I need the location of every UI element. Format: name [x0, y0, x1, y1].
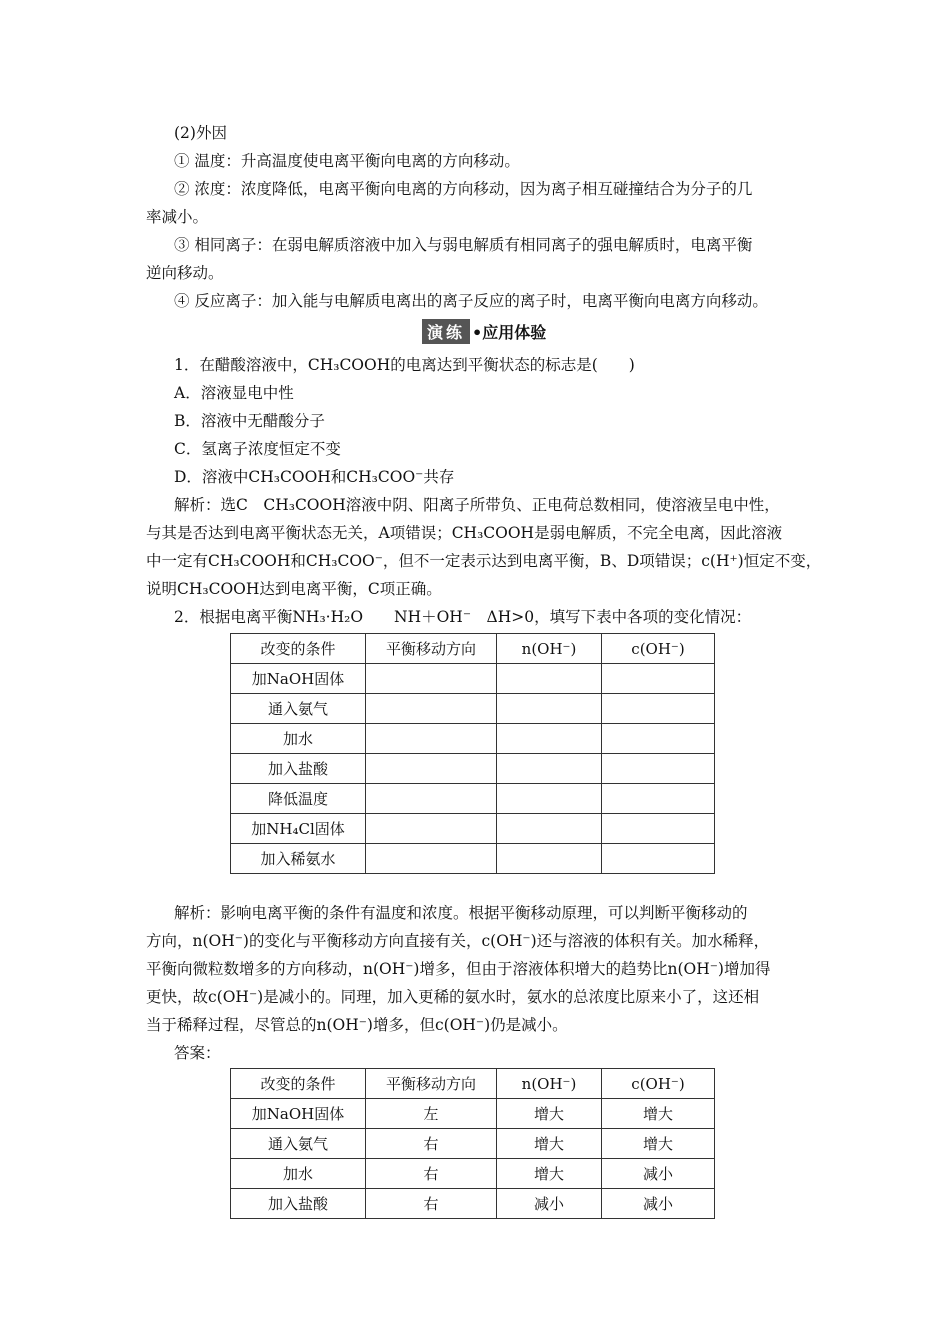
table-cell — [366, 844, 497, 874]
table-cell: 减小 — [602, 1159, 715, 1189]
table-cell — [497, 844, 602, 874]
table-row — [231, 1099, 715, 1129]
table-cell — [497, 664, 602, 694]
table-cell — [602, 694, 715, 724]
table-cell — [602, 754, 715, 784]
table-row — [231, 664, 715, 694]
table-row — [231, 694, 715, 724]
item-common-ion-line2: 逆向移动。 — [146, 264, 224, 282]
question-2-explanation-line1: 解析：影响电离平衡的条件有温度和浓度。根据平衡移动原理，可以判断平衡移动的 — [174, 904, 748, 922]
question-1-option-a: A．溶液显电中性 — [174, 384, 294, 402]
table-header-cell: c(OH⁻) — [602, 1069, 715, 1099]
question-1-option-b: B．溶液中无醋酸分子 — [174, 412, 325, 430]
table-header-cell: c(OH⁻) — [602, 634, 715, 664]
table-header-cell: 改变的条件 — [231, 1069, 366, 1099]
question-2-explanation-line2: 方向，n(OH⁻)的变化与平衡移动方向直接有关，c(OH⁻)还与溶液的体积有关。加水稀释， — [146, 932, 770, 950]
table-header-cell: 平衡移动方向 — [366, 1069, 497, 1099]
table-row — [231, 724, 715, 754]
table-header-row — [231, 634, 715, 664]
item-temperature: ① 温度：升高温度使电离平衡向电离的方向移动。 — [174, 152, 520, 170]
practice-badge: 演练 — [422, 319, 470, 344]
table-cell — [602, 784, 715, 814]
item-reacting-ion: ④ 反应离子：加入能与电解质电离出的离子反应的离子时，电离平衡向电离方向移动。 — [174, 292, 768, 310]
question-2-explanation-line4: 更快，故c(OH⁻)是减小的。同理，加入更稀的氨水时，氨水的总浓度比原来小了，这还相 — [146, 988, 760, 1006]
table-cell: 通入氨气 — [231, 1129, 366, 1159]
table-cell — [602, 814, 715, 844]
table-cell: 通入氨气 — [231, 694, 366, 724]
answer-label: 答案： — [174, 1044, 221, 1062]
table-cell — [602, 844, 715, 874]
table-cell: 右 — [366, 1129, 497, 1159]
table-cell — [366, 784, 497, 814]
table-cell: 右 — [366, 1159, 497, 1189]
table-cell — [497, 814, 602, 844]
table-cell: 加NH₄Cl固体 — [231, 814, 366, 844]
table-row — [231, 784, 715, 814]
question-2-explanation-line5: 当于稀释过程，尽管总的n(OH⁻)增多，但c(OH⁻)仍是减小。 — [146, 1016, 568, 1034]
table-cell — [497, 724, 602, 754]
table-cell — [366, 694, 497, 724]
table-cell: 增大 — [497, 1159, 602, 1189]
item-common-ion-line1: ③ 相同离子：在弱电解质溶液中加入与弱电解质有相同离子的强电解质时，电离平衡 — [174, 236, 753, 254]
practice-title: •应用体验 — [472, 322, 547, 342]
table-row — [231, 814, 715, 844]
table-cell — [366, 724, 497, 754]
question-2: 2．根据电离平衡NH₃·H₂O NH＋OH⁻ ΔH>0，填写下表中各项的变化情况： — [174, 608, 752, 626]
table-row — [231, 754, 715, 784]
table-header-cell: n(OH⁻) — [497, 634, 602, 664]
table-cell: 增大 — [602, 1099, 715, 1129]
table-header-cell: 平衡移动方向 — [366, 634, 497, 664]
table-header-cell: 改变的条件 — [231, 634, 366, 664]
table-cell — [497, 784, 602, 814]
question-1-option-c: C．氢离子浓度恒定不变 — [174, 440, 341, 458]
table-cell: 减小 — [602, 1189, 715, 1219]
table-row — [231, 1129, 715, 1159]
table-row — [231, 1189, 715, 1219]
table-cell: 增大 — [602, 1129, 715, 1159]
table-header-cell: n(OH⁻) — [497, 1069, 602, 1099]
question-1: 1．在醋酸溶液中，CH₃COOH的电离达到平衡状态的标志是( ) — [174, 356, 635, 374]
question-2-explanation-line3: 平衡向微粒数增多的方向移动，n(OH⁻)增多，但由于溶液体积增大的趋势比n(OH⁻)增加得 — [146, 960, 771, 978]
table-cell — [497, 754, 602, 784]
table-cell: 加水 — [231, 1159, 366, 1189]
table-cell — [366, 664, 497, 694]
question-1-option-d: D．溶液中CH₃COOH和CH₃COO⁻共存 — [174, 468, 455, 486]
item-concentration-line2: 率减小。 — [146, 208, 209, 226]
practice-section-title — [422, 318, 546, 344]
section-external-heading: (2)外因 — [174, 124, 227, 142]
table-cell: 增大 — [497, 1129, 602, 1159]
table-cell: 加NaOH固体 — [231, 1099, 366, 1129]
table-cell: 右 — [366, 1189, 497, 1219]
table-cell: 减小 — [497, 1189, 602, 1219]
item-concentration-line1: ② 浓度：浓度降低，电离平衡向电离的方向移动，因为离子相互碰撞结合为分子的几 — [174, 180, 753, 198]
table-cell — [366, 754, 497, 784]
table-cell: 左 — [366, 1099, 497, 1129]
table-cell: 加NaOH固体 — [231, 664, 366, 694]
question-1-explanation-line2: 与其是否达到电离平衡状态无关，A项错误；CH₃COOH是弱电解质，不完全电离，因此溶液 — [146, 524, 783, 542]
answer-table — [230, 1068, 715, 1219]
table-cell: 加入稀氨水 — [231, 844, 366, 874]
table-cell — [497, 694, 602, 724]
table-row — [231, 1159, 715, 1189]
question-1-explanation-line4: 说明CH₃COOH达到电离平衡，C项正确。 — [146, 580, 442, 598]
table-cell — [602, 664, 715, 694]
table-cell: 加入盐酸 — [231, 1189, 366, 1219]
table-row — [231, 844, 715, 874]
table-cell: 加入盐酸 — [231, 754, 366, 784]
table-cell: 加水 — [231, 724, 366, 754]
question-1-explanation-line3: 中一定有CH₃COOH和CH₃COO⁻，但不一定表示达到电离平衡，B、D项错误；c(H⁺)恒定不变， — [146, 552, 822, 570]
table-header-row — [231, 1069, 715, 1099]
table-cell: 增大 — [497, 1099, 602, 1129]
table-cell — [366, 814, 497, 844]
table-cell — [602, 724, 715, 754]
table-cell: 降低温度 — [231, 784, 366, 814]
question-table — [230, 633, 715, 874]
question-1-explanation-line1: 解析：选C CH₃COOH溶液中阴、阳离子所带负、正电荷总数相同，使溶液呈电中性， — [174, 496, 780, 514]
